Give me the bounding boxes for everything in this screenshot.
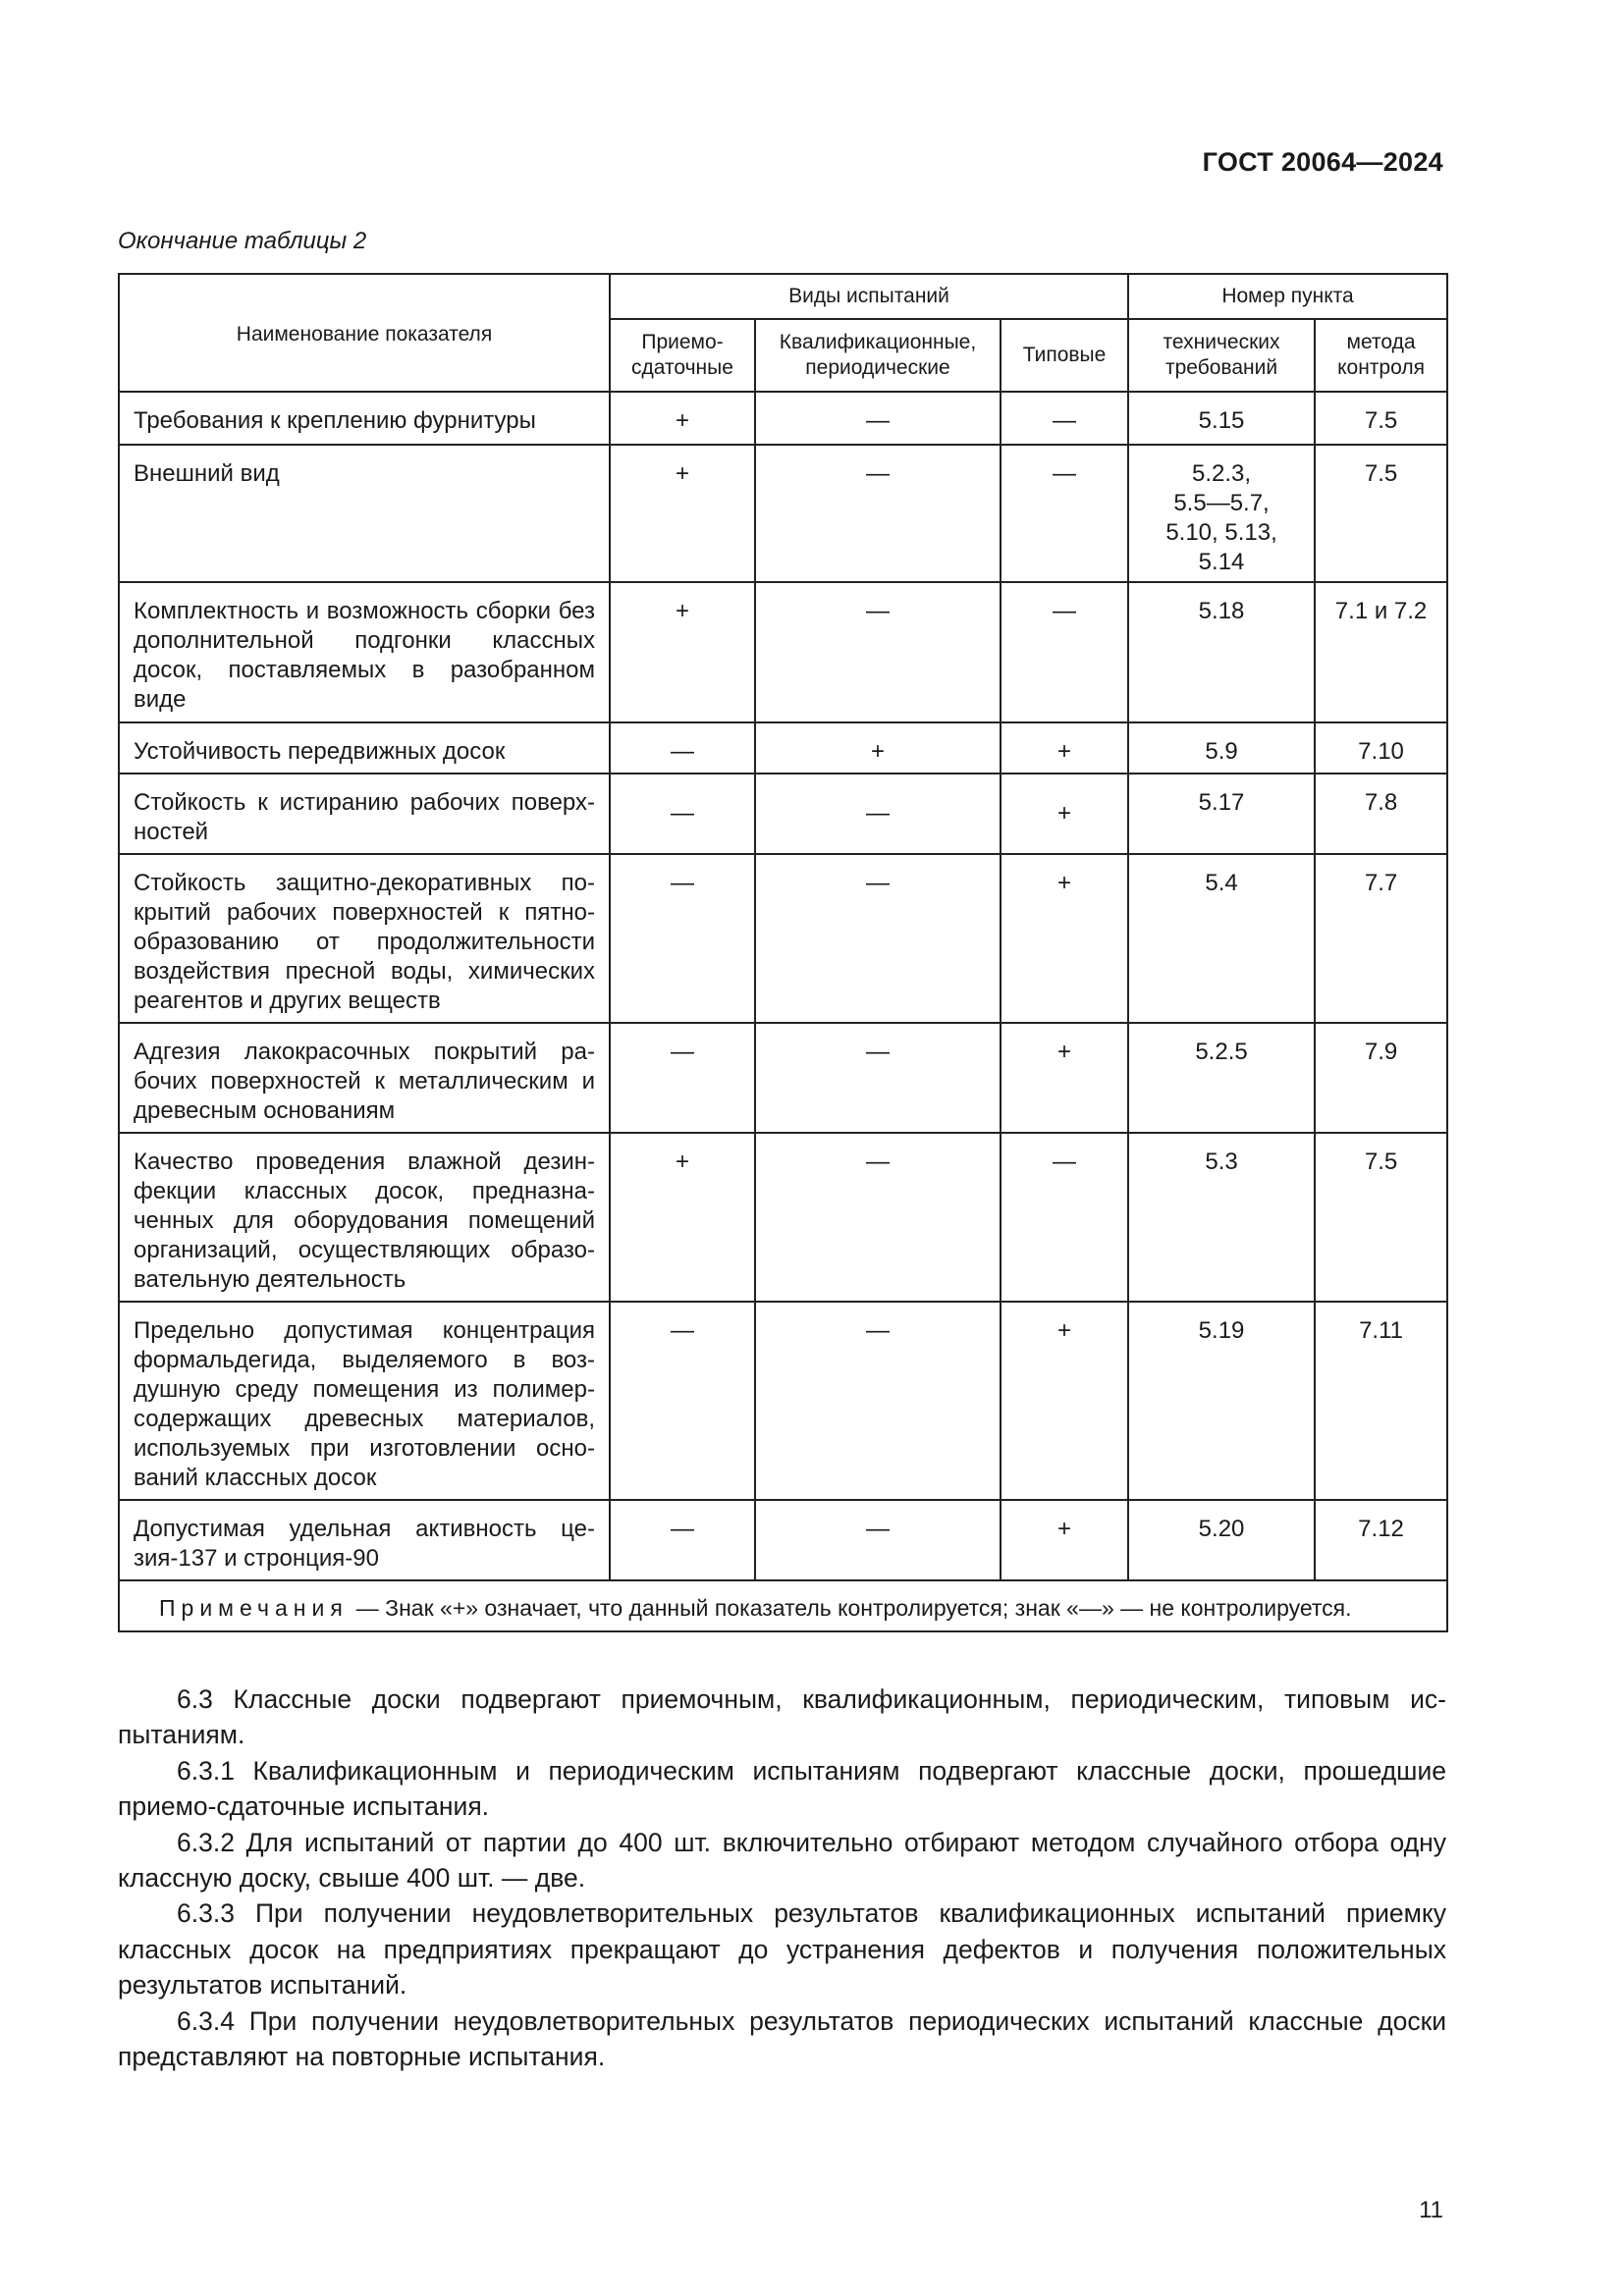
- cell-control-method: 7.12: [1315, 1500, 1447, 1580]
- table-row: [119, 582, 1447, 722]
- cell-qualification: —: [755, 445, 1001, 582]
- cell-tech-req: 5.4: [1128, 854, 1315, 1023]
- paragraph: 6.3.2 Для испытаний от партии до 400 шт. включительно отбирают методом случайного отбора одну классную доску, свыше 400 шт. — две.: [118, 1827, 1446, 1894]
- cell-type-tests: +: [1001, 722, 1128, 774]
- header-tech-req: технических требований: [1128, 319, 1315, 392]
- cell-tech-req: 5.9: [1128, 722, 1315, 774]
- cell-acceptance: —: [610, 1023, 755, 1133]
- cell-indicator: Качество проведения влажной дезинфекции классных досок, предназначенных для оборудования помещений организаций, осуществляющих образовательную деятельность: [119, 1133, 610, 1302]
- paragraph: 6.3 Классные доски подвергают приемочным, квалификационным, периодическим, типовым испытаниям.: [118, 1684, 1446, 1750]
- header-type-tests: Типовые: [1001, 319, 1128, 392]
- cell-indicator: Комплектность и возможность сборки без дополнительной подгонки классных досок, поставляемых в разобранном виде: [119, 582, 610, 722]
- cell-acceptance: +: [610, 1133, 755, 1302]
- cell-qualification: +: [755, 722, 1001, 774]
- cell-type-tests: +: [1001, 1023, 1128, 1133]
- cell-qualification: —: [755, 582, 1001, 722]
- cell-type-tests: —: [1001, 392, 1128, 445]
- cell-tech-req: 5.19: [1128, 1302, 1315, 1500]
- cell-indicator: Стойкость защитно-декоративных покрытий рабочих поверхностей к пятнообразованию от продолжительности воздействия пресной воды, химических реагентов и других веществ: [119, 854, 610, 1023]
- table-row: [119, 1133, 1447, 1302]
- cell-qualification: —: [755, 1023, 1001, 1133]
- note-label: Примечания: [159, 1595, 349, 1621]
- cell-indicator: Стойкость к истиранию рабочих поверхностей: [119, 774, 610, 854]
- cell-acceptance: +: [610, 445, 755, 582]
- table-row: [119, 774, 1447, 854]
- cell-indicator: Требования к креплению фурнитуры: [119, 392, 610, 445]
- header-control-method: метода контроля: [1315, 319, 1447, 392]
- header-indicator: Наименование показателя: [119, 274, 610, 392]
- table-note: [119, 1580, 1447, 1631]
- cell-qualification: —: [755, 774, 1001, 854]
- cell-indicator: Адгезия лакокрасочных покрытий рабочих поверхностей к металлическим и древесным основаниям: [119, 1023, 610, 1133]
- cell-qualification: —: [755, 1500, 1001, 1580]
- body-text: [118, 1682, 1446, 2074]
- cell-tech-req: 5.2.3, 5.5—5.7, 5.10, 5.13, 5.14: [1128, 445, 1315, 582]
- cell-acceptance: +: [610, 392, 755, 445]
- document-code: ГОСТ 20064—2024: [1202, 147, 1443, 177]
- header-test-types: Виды испытаний: [610, 274, 1128, 319]
- cell-tech-req: 5.18: [1128, 582, 1315, 722]
- cell-indicator: Предельно допустимая концентрация формальдегида, выделяемого в воздушную среду помещения из полимерсодержащих древесных материалов, используемых при изготовлении оснований классных досок: [119, 1302, 610, 1500]
- cell-qualification: —: [755, 1133, 1001, 1302]
- table-row: [119, 445, 1447, 582]
- table-row: [119, 854, 1447, 1023]
- cell-tech-req: 5.2.5: [1128, 1023, 1315, 1133]
- cell-indicator: Устойчивость передвижных досок: [119, 722, 610, 774]
- cell-tech-req: 5.3: [1128, 1133, 1315, 1302]
- cell-control-method: 7.9: [1315, 1023, 1447, 1133]
- cell-acceptance: —: [610, 854, 755, 1023]
- cell-type-tests: —: [1001, 1133, 1128, 1302]
- cell-type-tests: +: [1001, 1302, 1128, 1500]
- table-row: [119, 392, 1447, 445]
- cell-control-method: 7.1 и 7.2: [1315, 582, 1447, 722]
- cell-qualification: —: [755, 1302, 1001, 1500]
- cell-control-method: 7.5: [1315, 392, 1447, 445]
- header-qualification: Квалификационные, периодические: [755, 319, 1001, 392]
- cell-tech-req: 5.17: [1128, 774, 1315, 854]
- cell-acceptance: —: [610, 722, 755, 774]
- cell-qualification: —: [755, 392, 1001, 445]
- cell-control-method: 7.5: [1315, 445, 1447, 582]
- cell-type-tests: +: [1001, 854, 1128, 1023]
- header-clause-number: Номер пункта: [1128, 274, 1447, 319]
- cell-control-method: 7.8: [1315, 774, 1447, 854]
- paragraph: 6.3.4 При получении неудовлетворительных результатов периодических испытаний классные доски представляют на повторные испытания.: [118, 2005, 1446, 2072]
- cell-tech-req: 5.15: [1128, 392, 1315, 445]
- header-acceptance: Приемо- сдаточные: [610, 319, 755, 392]
- note-text: — Знак «+» означает, что данный показатель контролируется; знак «—» — не контролируется.: [355, 1595, 1352, 1621]
- cell-control-method: 7.10: [1315, 722, 1447, 774]
- cell-control-method: 7.5: [1315, 1133, 1447, 1302]
- cell-type-tests: —: [1001, 582, 1128, 722]
- test-types-table: [118, 273, 1448, 1632]
- cell-tech-req: 5.20: [1128, 1500, 1315, 1580]
- cell-type-tests: +: [1001, 1500, 1128, 1580]
- paragraph: 6.3.1 Квалификационным и периодическим испытаниям подвергают классные доски, прошедшие приемо-сдаточные испытания.: [118, 1755, 1446, 1822]
- paragraph: 6.3.3 При получении неудовлетворительных результатов квалификационных испытаний приемку классных досок на предприятиях прекращают до устранения дефектов и получения положительных результатов испытаний.: [118, 1898, 1446, 2001]
- cell-acceptance: —: [610, 1302, 755, 1500]
- cell-acceptance: —: [610, 1500, 755, 1580]
- cell-type-tests: —: [1001, 445, 1128, 582]
- cell-acceptance: +: [610, 582, 755, 722]
- table-note-row: [119, 1580, 1447, 1631]
- cell-control-method: 7.7: [1315, 854, 1447, 1023]
- cell-qualification: —: [755, 854, 1001, 1023]
- table-row: [119, 1302, 1447, 1500]
- table-row: [119, 1500, 1447, 1580]
- cell-control-method: 7.11: [1315, 1302, 1447, 1500]
- cell-indicator: Допустимая удельная активность цезия-137 и стронция-90: [119, 1500, 610, 1580]
- table-caption: Окончание таблицы 2: [118, 228, 367, 254]
- cell-indicator: Внешний вид: [119, 445, 610, 582]
- table-row: [119, 1023, 1447, 1133]
- cell-type-tests: +: [1001, 774, 1128, 854]
- cell-acceptance: —: [610, 774, 755, 854]
- table-row: [119, 722, 1447, 774]
- page-number: 11: [1419, 2197, 1443, 2223]
